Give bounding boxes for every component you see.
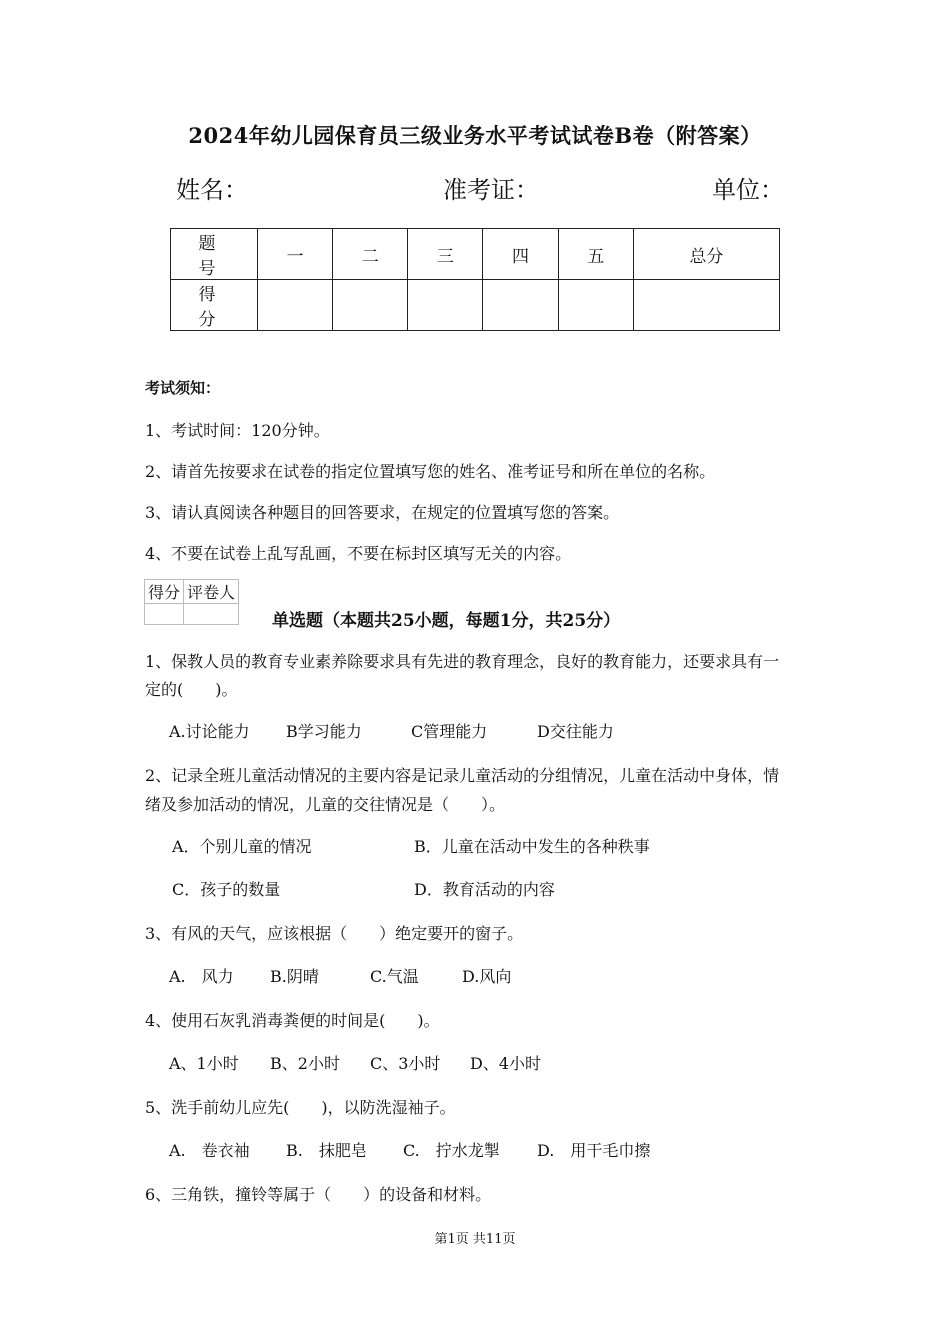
unit-label: 单位：	[712, 176, 784, 204]
score-cell[interactable]	[258, 280, 333, 331]
score-table-header-cell: 题 号	[171, 229, 258, 280]
question-option[interactable]: A．个别儿童的情况	[172, 837, 312, 856]
question-stem: 2、记录全班儿童活动情况的主要内容是记录儿童活动的分组情况，儿童在活动中身体，情	[145, 766, 780, 785]
question-option[interactable]: B．儿童在活动中发生的各种秩事	[414, 837, 650, 856]
score-cell[interactable]	[333, 280, 408, 331]
question-option[interactable]: B. 抹肥皂	[286, 1141, 367, 1160]
score-cell[interactable]	[558, 280, 633, 331]
notice-item: 2、请首先按要求在试卷的指定位置填写您的姓名、准考证号和所在单位的名称。	[145, 462, 716, 481]
question-option[interactable]: A. 卷衣袖	[169, 1141, 250, 1160]
notice-item: 1、考试时间：120分钟。	[145, 421, 330, 440]
notice-item: 3、请认真阅读各种题目的回答要求，在规定的位置填写您的答案。	[145, 503, 620, 522]
question-option[interactable]: C管理能力	[411, 722, 488, 741]
score-table	[170, 228, 780, 331]
question-option[interactable]: B.阴晴	[270, 967, 319, 986]
section-title: 单选题（本题共25小题，每题1分，共25分）	[272, 611, 621, 631]
question-stem: 6、三角铁，撞铃等属于（ ）的设备和材料。	[145, 1185, 492, 1204]
exam-id-label: 准考证：	[443, 176, 539, 204]
question-option[interactable]: A.讨论能力	[169, 722, 250, 741]
notice-heading: 考试须知：	[145, 379, 221, 397]
page-footer: 第1页 共11页	[434, 1232, 516, 1247]
exam-title: 2024年幼儿园保育员三级业务水平考试试卷B卷（附答案）	[188, 123, 762, 148]
question-option[interactable]: C．孩子的数量	[172, 880, 281, 899]
score-row-label: 得 分	[171, 280, 258, 331]
grader-score-cell[interactable]	[145, 604, 184, 625]
score-cell[interactable]	[633, 280, 779, 331]
score-table-header-cell: 总分	[633, 229, 779, 280]
grader-score-label: 得分	[145, 580, 184, 604]
question-option[interactable]: D、4小时	[470, 1054, 542, 1073]
question-option[interactable]: D交往能力	[537, 722, 614, 741]
question-option[interactable]: A、1小时	[169, 1054, 239, 1073]
score-table-header-cell: 五	[558, 229, 633, 280]
question-option[interactable]: B学习能力	[286, 722, 362, 741]
question-option[interactable]: A. 风力	[169, 967, 234, 986]
question-option[interactable]: D. 用干毛巾擦	[537, 1141, 651, 1160]
score-table-header-cell: 四	[483, 229, 558, 280]
question-stem: 1、保教人员的教育专业素养除要求具有先进的教育理念，良好的教育能力，还要求具有一	[145, 652, 780, 671]
question-stem: 5、洗手前幼儿应先( )，以防洗湿袖子。	[145, 1098, 456, 1117]
notice-item: 4、不要在试卷上乱写乱画，不要在标封区填写无关的内容。	[145, 544, 572, 563]
score-table-header-cell: 三	[408, 229, 483, 280]
name-label: 姓名：	[176, 176, 248, 204]
score-table-header-cell: 二	[333, 229, 408, 280]
question-option[interactable]: C、3小时	[370, 1054, 441, 1073]
score-table-header-row	[171, 229, 780, 280]
question-stem: 4、使用石灰乳消毒粪便的时间是( )。	[145, 1011, 440, 1030]
question-option[interactable]: D.风向	[462, 967, 512, 986]
question-stem: 定的( )。	[145, 680, 238, 699]
question-option[interactable]: C. 拧水龙掣	[403, 1141, 500, 1160]
question-stem: 绪及参加活动的情况，儿童的交往情况是（ ）。	[145, 795, 506, 814]
question-option[interactable]: D．教育活动的内容	[414, 880, 555, 899]
grader-name-cell[interactable]	[184, 604, 239, 625]
grader-name-label: 评卷人	[184, 580, 239, 604]
question-stem: 3、有风的天气，应该根据（ ）绝定要开的窗子。	[145, 924, 524, 943]
question-option[interactable]: B、2小时	[270, 1054, 340, 1073]
score-cell[interactable]	[483, 280, 558, 331]
question-option[interactable]: C.气温	[370, 967, 419, 986]
grader-box	[144, 579, 239, 625]
score-table-header-cell: 一	[258, 229, 333, 280]
score-table-score-row	[171, 280, 780, 331]
score-cell[interactable]	[408, 280, 483, 331]
